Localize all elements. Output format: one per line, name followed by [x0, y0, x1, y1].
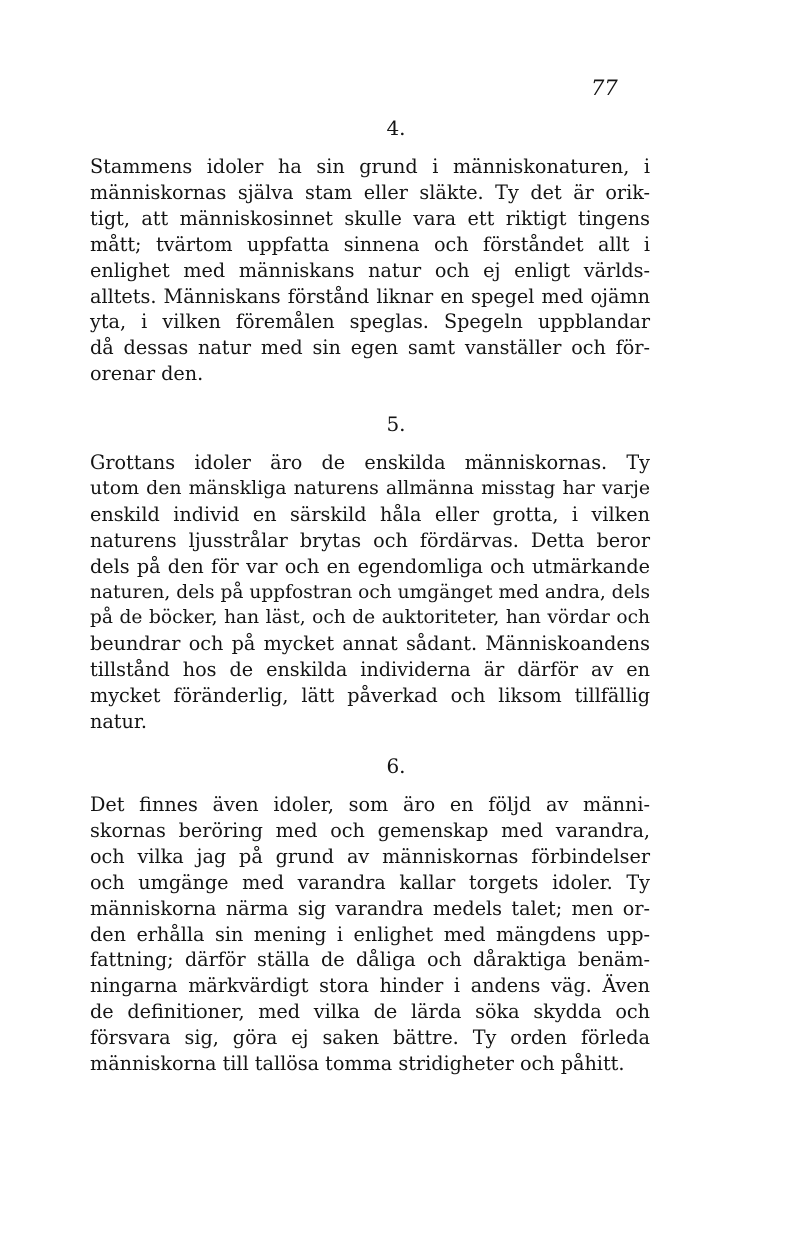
text-line: försvara sig, göra ej saken bättre. Ty orden förleda [90, 1026, 650, 1050]
text-line: ningarna märkvärdigt stora hinder i andens väg. Även [90, 974, 650, 998]
section-number-6: 6. [386, 754, 406, 778]
text-line: naturen, dels på uppfostran och umgänget med andra, dels [90, 581, 651, 603]
text-line: människornas själva stam eller släkte. Ty det är orik- [90, 180, 650, 204]
text-line: utom den mänskliga naturens allmänna misstag har varje [90, 476, 650, 499]
text-line: tillstånd hos de enskilda individerna är därför av en [90, 658, 650, 682]
text-line: skornas beröring med och gemenskap med varandra, [90, 818, 650, 842]
text-line: mått; tvärtom uppfatta sinnena och förståndet allt i [90, 232, 650, 256]
page-number: 77 [591, 76, 618, 100]
paragraph-section-4 [90, 154, 650, 387]
text-line: Det finnes även idoler, som äro en följd av männi- [90, 793, 650, 816]
text-line: naturens ljusstrålar brytas och fördärvas. Detta beror [90, 528, 650, 552]
text-line: alltets. Människans förstånd liknar en spegel med ojämn [90, 284, 650, 308]
text-line: natur. [90, 710, 148, 734]
text-line: och vilka jag på grund av människornas förbindelser [90, 844, 650, 868]
text-line: Stammens idoler ha sin grund i människonaturen, i [90, 155, 650, 178]
text-line: människorna till tallösa tomma stridigheter och påhitt. [90, 1052, 625, 1076]
text-line: dels på den för var och en egendomliga och utmärkande [90, 554, 650, 578]
text-line: yta, i vilken föremålen speglas. Spegeln uppblandar [90, 310, 650, 334]
text-line: fattning; därför ställa de dåliga och dåraktiga benäm- [90, 948, 650, 972]
section-number-5: 5. [386, 412, 406, 436]
text-line: då dessas natur med sin egen samt vanställer och för- [90, 336, 650, 360]
paragraph-section-6 [90, 792, 650, 1077]
text-line: och umgänge med varandra kallar torgets idoler. Ty [90, 870, 650, 894]
section-number-4: 4. [386, 116, 406, 140]
text-line: på de böcker, han läst, och de auktoriteter, han vördar och [90, 607, 650, 629]
text-line: orenar den. [90, 362, 204, 386]
text-line: tigt, att människosinnet skulle vara ett riktigt tingens [90, 206, 650, 230]
paragraph-section-5 [90, 450, 650, 735]
text-line: människorna närma sig varandra medels talet; men or- [90, 896, 650, 920]
text-line: Grottans idoler äro de enskilda människornas. Ty [90, 451, 650, 474]
text-line: enlighet med människans natur och ej enligt världs- [90, 258, 650, 282]
text-line: de definitioner, med vilka de lärda söka skydda och [90, 1000, 650, 1024]
text-line: beundrar och på mycket annat sådant. Människoandens [90, 632, 650, 656]
text-line: mycket föränderlig, lätt påverkad och liksom tillfällig [90, 684, 650, 708]
text-line: den erhålla sin mening i enlighet med mängdens upp- [90, 922, 650, 946]
text-line: enskild individ en särskild håla eller grotta, i vilken [90, 502, 650, 526]
